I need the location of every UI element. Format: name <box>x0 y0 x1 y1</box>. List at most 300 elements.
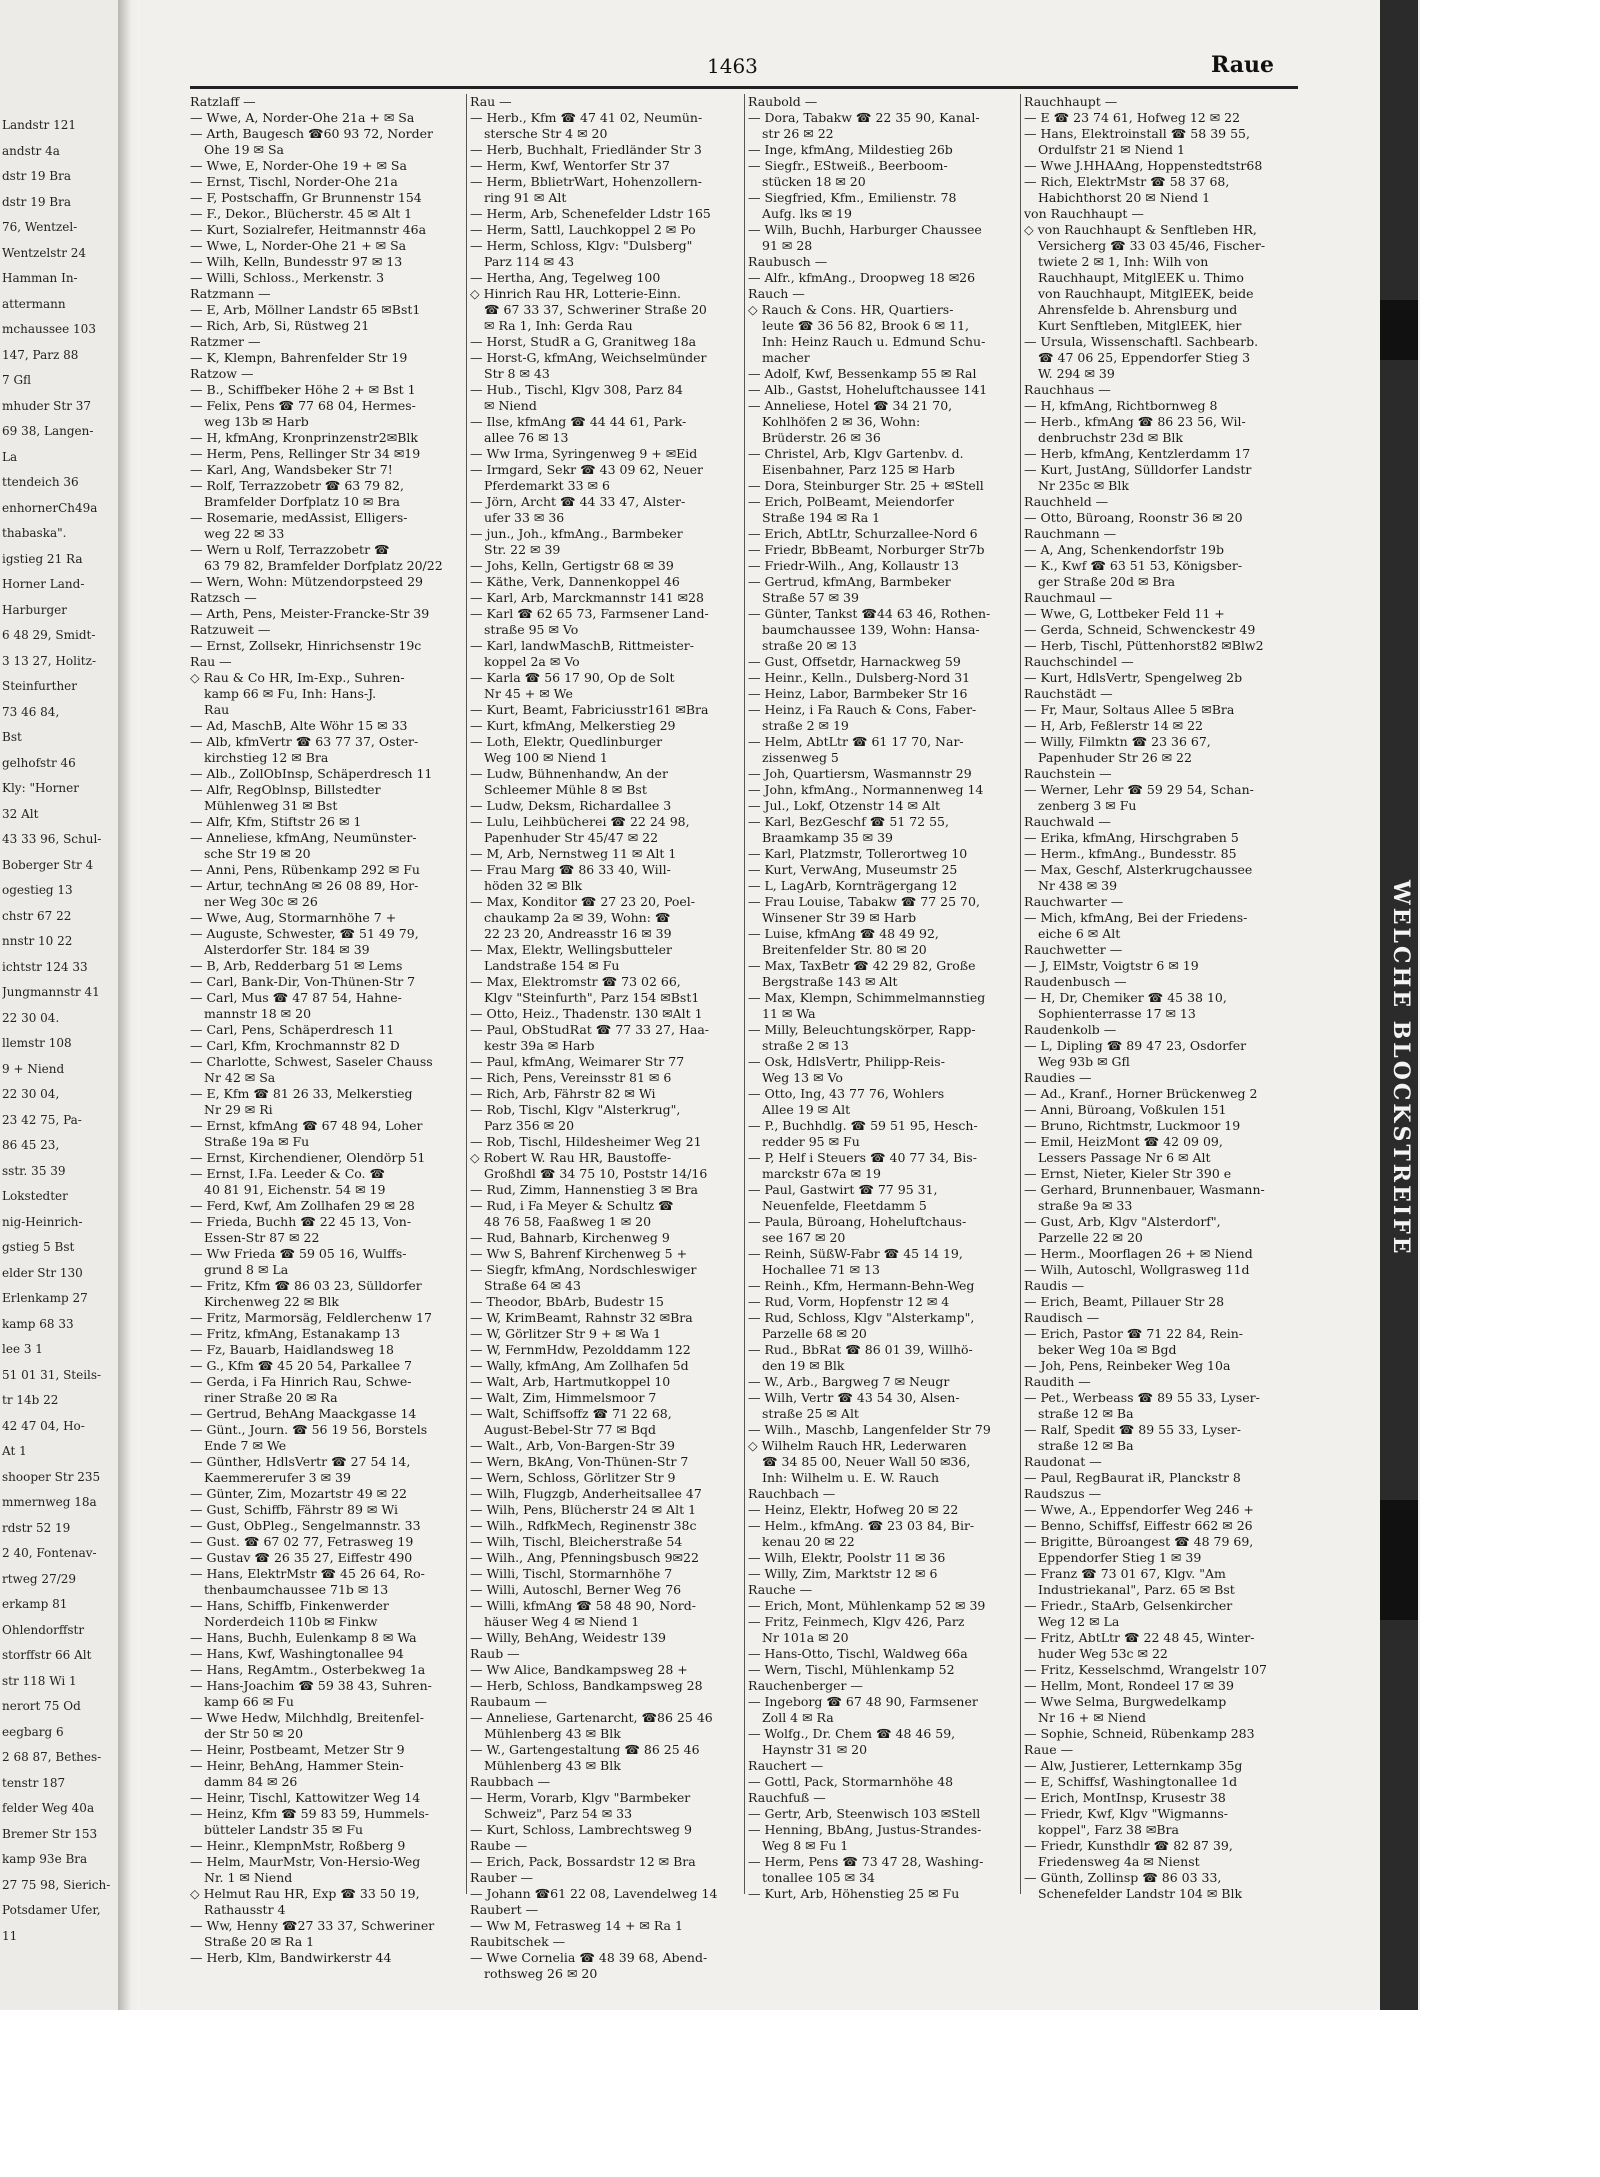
directory-entry: — Wilh., RdfkMech, Reginenstr 38c <box>470 1518 697 1533</box>
directory-entry: — Karl, landwMaschB, Rittmeister- <box>470 638 694 653</box>
directory-entry: — Gust, Arb, Klgv "Alsterdorf", <box>1024 1214 1221 1229</box>
directory-entry: — Ernst, kfmAng ☎ 67 48 94, Loher <box>190 1118 423 1133</box>
directory-entry: — Rich, ElektrMstr ☎ 58 37 68, <box>1024 174 1230 189</box>
directory-entry: weg 22 ✉ 33 <box>204 526 285 541</box>
directory-entry: Weg 100 ✉ Niend 1 <box>484 750 608 765</box>
directory-entry: — W, FernmHdw, Pezolddamm 122 <box>470 1342 691 1357</box>
directory-entry: — Max, Elektromstr ☎ 73 02 66, <box>470 974 681 989</box>
surname-heading: Rauchhaus — <box>1024 382 1111 397</box>
directory-entry: — Erich, Beamt, Pillauer Str 28 <box>1024 1294 1225 1309</box>
directory-entry: — Helm, AbtLtr ☎ 61 17 70, Nar- <box>748 734 964 749</box>
margin-fragment: llemstr 108 <box>2 1036 72 1050</box>
directory-entry: — Wilh., Maschb, Langenfelder Str 79 <box>748 1422 991 1437</box>
directory-entry: Kurt Senftleben, MitglEEK, hier <box>1038 318 1242 333</box>
directory-entry: — Anni, Büroang, Voßkulen 151 <box>1024 1102 1227 1117</box>
directory-entry: allee 76 ✉ 13 <box>484 430 569 445</box>
directory-entry: Mühlenberg 43 ✉ Blk <box>484 1726 621 1741</box>
column-2 <box>470 94 738 1982</box>
directory-entry: — Ww Frieda ☎ 59 05 16, Wulffs- <box>190 1246 407 1261</box>
directory-entry: — Herm, Pens, Rellinger Str 34 ✉19 <box>190 446 421 461</box>
directory-entry: — K, Klempn, Bahrenfelder Str 19 <box>190 350 408 365</box>
directory-entry: — Heinz, Kfm ☎ 59 83 59, Hummels- <box>190 1806 429 1821</box>
margin-fragment: 9 + Niend <box>2 1061 65 1076</box>
directory-entry: kenau 20 ✉ 22 <box>762 1534 855 1549</box>
directory-entry: — Henning, BbAng, Justus-Strandes- <box>748 1822 982 1837</box>
directory-entry: — Wwe Cornelia ☎ 48 39 68, Abend- <box>470 1950 708 1965</box>
directory-entry: — F, Postschaffn, Gr Brunnenstr 154 <box>190 190 422 205</box>
margin-fragment: mmernweg 18a <box>2 1495 97 1509</box>
directory-entry: ◇ von Rauchhaupt & Senftleben HR, <box>1024 222 1257 237</box>
directory-entry: — Käthe, Verk, Dannenkoppel 46 <box>470 574 680 589</box>
directory-entry: — Herm, BblietrWart, Hohenzollern- <box>470 174 702 189</box>
directory-entry: 40 81 91, Eichenstr. 54 ✉ 19 <box>204 1182 386 1197</box>
directory-entry: Kirchenweg 22 ✉ Blk <box>204 1294 339 1309</box>
margin-fragment: Potsdamer Ufer, <box>2 1903 101 1917</box>
directory-entry: — Paul, ObStudRat ☎ 77 33 27, Haa- <box>470 1022 709 1037</box>
directory-entry: — Herb, Buchhalt, Friedländer Str 3 <box>470 142 702 157</box>
margin-fragment: 2 40, Fontenav- <box>2 1546 97 1560</box>
margin-fragment: 76, Wentzel- <box>2 220 78 234</box>
surname-heading: Rauch — <box>748 286 805 301</box>
directory-entry: ger Straße 20d ✉ Bra <box>1038 574 1176 589</box>
directory-entry: — Willi, Autoschl, Berner Weg 76 <box>470 1582 682 1597</box>
directory-entry: — Karl ☎ 62 65 73, Farmsener Land- <box>470 606 709 621</box>
directory-entry: eiche 6 ✉ Alt <box>1038 926 1121 941</box>
margin-fragment: dstr 19 Bra <box>2 169 72 183</box>
directory-entry: — Helm., kfmAng. ☎ 23 03 84, Bir- <box>748 1518 975 1533</box>
margin-fragment: Hamman In- <box>2 271 78 285</box>
directory-entry: — Gertr, Arb, Steenwisch 103 ✉Stell <box>748 1806 981 1821</box>
directory-entry: — Hans, Buchh, Eulenkamp 8 ✉ Wa <box>190 1630 417 1645</box>
directory-entry: — Ernst, I.Fa. Leeder & Co. ☎ <box>190 1166 386 1181</box>
surname-heading: Raubbach — <box>470 1774 551 1789</box>
directory-entry: — Inge, kfmAng, Mildestieg 26b <box>748 142 953 157</box>
directory-entry: — B, Arb, Redderbarg 51 ✉ Lems <box>190 958 403 973</box>
directory-entry: — Ernst, Zollsekr, Hinrichsenstr 19c <box>190 638 422 653</box>
dark-band <box>1380 1500 1418 1620</box>
directory-entry: — Fritz, kfmAng, Estanakamp 13 <box>190 1326 401 1341</box>
surname-heading: Raube — <box>470 1838 528 1853</box>
directory-entry: — Fr, Maur, Soltaus Allee 5 ✉Bra <box>1024 702 1235 717</box>
margin-fragment: kamp 93e Bra <box>2 1852 88 1866</box>
margin-fragment: kamp 68 33 <box>2 1316 74 1331</box>
surname-heading: Rau — <box>190 654 232 669</box>
directory-entry: — Wilh, Flugzgb, Anderheitsallee 47 <box>470 1486 702 1501</box>
directory-entry: Nr 438 ✉ 39 <box>1038 878 1118 893</box>
directory-entry: Breitenfelder Str. 80 ✉ 20 <box>762 942 927 957</box>
directory-entry: kamp 66 ✉ Fu <box>204 1694 294 1709</box>
directory-entry: Nr 29 ✉ Ri <box>204 1102 273 1117</box>
directory-entry: — W, Görlitzer Str 9 + ✉ Wa 1 <box>470 1326 662 1341</box>
directory-entry: Schenefelder Landstr 104 ✉ Blk <box>1038 1886 1243 1901</box>
directory-entry: — Erich, AbtLtr, Schurzallee-Nord 6 <box>748 526 978 541</box>
directory-entry: — L, LagArb, Kornträgergang 12 <box>748 878 958 893</box>
surname-heading: Rauchenberger — <box>748 1678 863 1693</box>
surname-heading: Rauchstein — <box>1024 766 1112 781</box>
directory-entry: mannstr 18 ✉ 20 <box>204 1006 312 1021</box>
directory-entry: — Brigitte, Büroangest ☎ 48 79 69, <box>1024 1534 1254 1549</box>
directory-entry: — Carl, Bank-Dir, Von-Thünen-Str 7 <box>190 974 416 989</box>
directory-entry: — John, kfmAng., Normannenweg 14 <box>748 782 984 797</box>
directory-entry: thenbaumchaussee 71b ✉ 13 <box>204 1582 389 1597</box>
directory-entry: — Wwe, Aug, Stormarnhöhe 7 + <box>190 910 397 925</box>
surname-heading: Rauchschindel — <box>1024 654 1134 669</box>
directory-entry: — Christel, Arb, Klgv Gartenbv. d. <box>748 446 964 461</box>
margin-fragment: tenstr 187 <box>2 1775 66 1790</box>
directory-entry: koppel 2a ✉ Vo <box>484 654 580 669</box>
directory-entry: den 19 ✉ Blk <box>762 1358 845 1373</box>
margin-fragment: 43 33 96, Schul- <box>2 832 102 846</box>
margin-fragment: Erlenkamp 27 <box>2 1291 88 1305</box>
directory-entry: — Hertha, Ang, Tegelweg 100 <box>470 270 661 285</box>
directory-entry: — Kurt, HdlsVertr, Spengelweg 2b <box>1024 670 1243 685</box>
directory-entry: Lessers Passage Nr 6 ✉ Alt <box>1038 1150 1211 1165</box>
directory-entry: — Herb, Schloss, Bandkampsweg 28 <box>470 1678 703 1693</box>
surname-heading: Raudenbusch — <box>1024 974 1127 989</box>
directory-entry: 91 ✉ 28 <box>762 238 813 253</box>
directory-entry: — Dora, Steinburger Str. 25 + ✉Stell <box>748 478 984 493</box>
directory-entry: — Bruno, Richtmstr, Luckmoor 19 <box>1024 1118 1241 1133</box>
margin-fragment: ttendeich 36 <box>2 475 79 489</box>
margin-fragment: rtweg 27/29 <box>2 1571 77 1586</box>
directory-entry: — Erich, Mont, Mühlenkamp 52 ✉ 39 <box>748 1598 986 1613</box>
directory-entry: straße 20 ✉ 13 <box>762 638 857 653</box>
directory-entry: — Artur, technAng ✉ 26 08 89, Hor- <box>190 878 419 893</box>
directory-entry: leute ☎ 36 56 82, Brook 6 ✉ 11, <box>762 318 970 333</box>
directory-entry: Straße 20 ✉ Ra 1 <box>204 1934 315 1949</box>
directory-entry: — Helm, MaurMstr, Von-Hersio-Weg <box>190 1854 421 1869</box>
directory-entry: — Hellm, Mont, Rondeel 17 ✉ 39 <box>1024 1678 1234 1693</box>
directory-entry: — Max, Elektr, Wellingsbutteler <box>470 942 672 957</box>
directory-entry: — Gustav ☎ 26 35 27, Eiffestr 490 <box>190 1550 413 1565</box>
surname-heading: Raubitschek — <box>470 1934 566 1949</box>
directory-entry: Allee 19 ✉ Alt <box>762 1102 851 1117</box>
directory-entry: — Osk, HdlsVertr, Philipp-Reis- <box>748 1054 945 1069</box>
directory-entry: — Gertrud, kfmAng, Barmbeker <box>748 574 951 589</box>
surname-heading: Raudies — <box>1024 1070 1092 1085</box>
directory-entry: — Anni, Pens, Rübenkamp 292 ✉ Fu <box>190 862 420 877</box>
directory-entry: — Max, Konditor ☎ 27 23 20, Poel- <box>470 894 695 909</box>
margin-fragment: Harburger <box>2 602 68 617</box>
margin-fragment: ogestieg 13 <box>2 883 73 897</box>
directory-entry: — Herm, Arb, Schenefelder Ldstr 165 <box>470 206 711 221</box>
directory-entry: Versicherg ☎ 33 03 45/46, Fischer- <box>1038 238 1266 253</box>
directory-entry: Nr 42 ✉ Sa <box>204 1070 276 1085</box>
directory-entry: — Wern, Tischl, Mühlenkamp 52 <box>748 1662 955 1677</box>
directory-entry: — Ursula, Wissenschaftl. Sachbearb. <box>1024 334 1259 349</box>
directory-entry: — Hans, RegAmtm., Osterbekweg 1a <box>190 1662 426 1677</box>
directory-entry: — Otto, Heiz., Thadenstr. 130 ✉Alt 1 <box>470 1006 703 1021</box>
directory-entry: Neuenfelde, Fleetdamm 5 <box>762 1198 927 1213</box>
directory-entry: häuser Weg 4 ✉ Niend 1 <box>484 1614 640 1629</box>
dark-band <box>1380 300 1418 360</box>
surname-heading: Ratzmer — <box>190 334 261 349</box>
directory-entry: — Gust. ☎ 67 02 77, Fetrasweg 19 <box>190 1534 414 1549</box>
directory-entry: — Kurt, VerwAng, Museumstr 25 <box>748 862 958 877</box>
directory-entry: — Gust, ObPleg., Sengelmannstr. 33 <box>190 1518 421 1533</box>
directory-entry: — Heinr., Kelln., Dulsberg-Nord 31 <box>748 670 971 685</box>
directory-entry: Rathausstr 4 <box>204 1902 286 1917</box>
directory-entry: — F., Dekor., Blücherstr. 45 ✉ Alt 1 <box>190 206 413 221</box>
directory-entry: Großhdl ☎ 34 75 10, Poststr 14/16 <box>484 1166 708 1181</box>
directory-entry: Parz 114 ✉ 43 <box>484 254 575 269</box>
directory-entry: — Ludw, Deksm, Richardallee 3 <box>470 798 672 813</box>
directory-entry: — Hans-Joachim ☎ 59 38 43, Suhren- <box>190 1678 432 1693</box>
margin-fragment: gstieg 5 Bst <box>2 1240 75 1254</box>
margin-fragment: Steinfurther <box>2 679 78 693</box>
directory-entry: — W., Arb., Bargweg 7 ✉ Neugr <box>748 1374 950 1389</box>
surname-heading: Rauchstädt — <box>1024 686 1113 701</box>
directory-entry: Rau <box>204 702 230 717</box>
directory-entry: — Wilh, Vertr ☎ 43 54 30, Alsen- <box>748 1390 960 1405</box>
directory-entry: — Hans, Schiffb, Finkenwerder <box>190 1598 389 1613</box>
directory-entry: — Herb., Kfm ☎ 47 41 02, Neumün- <box>470 110 703 125</box>
margin-fragment: mhuder Str 37 <box>2 398 92 413</box>
margin-fragment: Jungmannstr 41 <box>2 985 100 999</box>
directory-entry: — Paul, RegBaurat iR, Planckstr 8 <box>1024 1470 1241 1485</box>
directory-entry: — Herm, Vorarb, Klgv "Barmbeker <box>470 1790 691 1805</box>
directory-entry: — Kurt, Schloss, Lambrechtsweg 9 <box>470 1822 692 1837</box>
directory-entry: — Joh, Quartiersm, Wasmannstr 29 <box>748 766 972 781</box>
directory-entry: — Otto, Büroang, Roonstr 36 ✉ 20 <box>1024 510 1243 525</box>
directory-entry: straße 2 ✉ 19 <box>762 718 849 733</box>
directory-entry: ☎ 34 85 00, Neuer Wall 50 ✉36, <box>762 1454 971 1469</box>
directory-entry: 11 ✉ Wa <box>762 1006 816 1021</box>
directory-entry: — Alb., Gastst, Hoheluftchaussee 141 <box>748 382 988 397</box>
margin-fragment: mchaussee 103 <box>2 322 96 336</box>
margin-fragment: str 118 Wi 1 <box>2 1673 77 1688</box>
directory-entry: Eppendorfer Stieg 1 ✉ 39 <box>1038 1550 1202 1565</box>
directory-entry: — Friedr., StaArb, Gelsenkircher <box>1024 1598 1233 1613</box>
directory-entry: 48 76 58, Faaßweg 1 ✉ 20 <box>484 1214 652 1229</box>
directory-entry: höden 32 ✉ Blk <box>484 878 583 893</box>
directory-entry: kirchstieg 12 ✉ Bra <box>204 750 329 765</box>
directory-entry: straße 95 ✉ Vo <box>484 622 579 637</box>
margin-fragment: eegbarg 6 <box>2 1724 64 1739</box>
margin-fragment: La <box>2 449 18 464</box>
directory-entry: Landstraße 154 ✉ Fu <box>484 958 620 973</box>
directory-entry: — Alb, kfmVertr ☎ 63 77 37, Oster- <box>190 734 419 749</box>
directory-entry: — Hans, Elektroinstall ☎ 58 39 55, <box>1024 126 1250 141</box>
directory-entry: — Max, TaxBetr ☎ 42 29 82, Große <box>748 958 976 973</box>
margin-fragment: 7 Gfl <box>2 373 32 387</box>
directory-entry: — Wern u Rolf, Terrazzobetr ☎ <box>190 542 390 557</box>
directory-entry: bütteler Landstr 35 ✉ Fu <box>204 1822 364 1837</box>
margin-fragment: Bremer Str 153 <box>2 1826 98 1841</box>
margin-fragment: elder Str 130 <box>2 1265 83 1280</box>
directory-entry: — Ernst, Tischl, Norder-Ohe 21a <box>190 174 398 189</box>
directory-entry: straße 9a ✉ 33 <box>1038 1198 1133 1213</box>
directory-entry: — Ww Alice, Bandkampsweg 28 + <box>470 1662 688 1677</box>
directory-entry: — Herm, Sattl, Lauchkoppel 2 ✉ Po <box>470 222 696 237</box>
margin-fragment: gelhofstr 46 <box>2 755 76 770</box>
directory-entry: Winsener Str 39 ✉ Harb <box>762 910 917 925</box>
directory-entry: — Wwe, E, Norder-Ohe 19 + ✉ Sa <box>190 158 407 173</box>
directory-entry: W. 294 ✉ 39 <box>1038 366 1115 381</box>
directory-entry: — Ernst, Kirchendiener, Olendörp 51 <box>190 1150 426 1165</box>
margin-fragment: tr 14b 22 <box>2 1393 59 1407</box>
surname-heading: Ratzmann — <box>190 286 271 301</box>
directory-entry: Nr 45 + ✉ We <box>484 686 573 701</box>
directory-entry: straße 12 ✉ Ba <box>1038 1406 1134 1421</box>
directory-entry: Braamkamp 35 ✉ 39 <box>762 830 894 845</box>
directory-entry: kestr 39a ✉ Harb <box>484 1038 595 1053</box>
column-divider <box>1020 94 1021 1894</box>
directory-entry: ☎ 47 06 25, Eppendorfer Stieg 3 <box>1038 350 1251 365</box>
directory-entry: — Wwe Hedw, Milchhdlg, Breitenfel- <box>190 1710 424 1725</box>
directory-entry: — Wwe, A, Norder-Ohe 21a + ✉ Sa <box>190 110 415 125</box>
directory-entry: — Joh, Pens, Reinbeker Weg 10a <box>1024 1358 1231 1373</box>
directory-entry: — Paul, kfmAng, Weimarer Str 77 <box>470 1054 685 1069</box>
margin-fragment: 23 42 75, Pa- <box>2 1112 82 1127</box>
surname-heading: Raudisch — <box>1024 1310 1100 1325</box>
directory-entry: — Wally, kfmAng, Am Zollhafen 5d <box>470 1358 689 1373</box>
margin-fragment: igstieg 21 Ra <box>2 551 83 566</box>
header-rule <box>190 86 1298 89</box>
directory-entry: marckstr 67a ✉ 19 <box>762 1166 881 1181</box>
margin-fragment: erkamp 81 <box>2 1597 68 1611</box>
directory-entry: — Herm, Pens ☎ 73 47 28, Washing- <box>748 1854 984 1869</box>
directory-entry: Parzelle 68 ✉ 20 <box>762 1326 867 1341</box>
directory-entry: — Anneliese, Hotel ☎ 34 21 70, <box>748 398 953 413</box>
directory-entry: Nr 235c ✉ Blk <box>1038 478 1129 493</box>
directory-entry: — Ww, Henny ☎27 33 37, Schweriner <box>190 1918 435 1933</box>
directory-entry: — Rud, Zimm, Hannenstieg 3 ✉ Bra <box>470 1182 698 1197</box>
surname-heading: Rauchwarter — <box>1024 894 1124 909</box>
directory-entry: Papenhuder Str 26 ✉ 22 <box>1038 750 1192 765</box>
directory-entry: — Wilh, Buchh, Harburger Chaussee <box>748 222 982 237</box>
directory-entry: Sophienterrasse 17 ✉ 13 <box>1038 1006 1196 1021</box>
directory-entry: — P., Buchhdlg. ☎ 59 51 95, Hesch- <box>748 1118 978 1133</box>
directory-entry: — Friedr-Wilh., Ang, Kollaustr 13 <box>748 558 959 573</box>
directory-entry: — Willi, kfmAng ☎ 58 48 90, Nord- <box>470 1598 696 1613</box>
margin-fragment: felder Weg 40a <box>2 1801 95 1815</box>
directory-entry: — Wilh, Pens, Blücherstr 24 ✉ Alt 1 <box>470 1502 697 1517</box>
running-head: Raue <box>1211 52 1275 78</box>
directory-entry: — Kurt, Sozialrefer, Heitmannstr 46a <box>190 222 427 237</box>
directory-entry: — Fritz, AbtLtr ☎ 22 48 45, Winter- <box>1024 1630 1255 1645</box>
directory-entry: tonallee 105 ✉ 34 <box>762 1870 876 1885</box>
directory-entry: ufer 33 ✉ 36 <box>484 510 565 525</box>
directory-entry: — W., Gartengestaltung ☎ 86 25 46 <box>470 1742 700 1757</box>
directory-entry: — Emil, HeizMont ☎ 42 09 09, <box>1024 1134 1223 1149</box>
directory-entry: — A, Ang, Schenkendorfstr 19b <box>1024 542 1224 557</box>
directory-entry: — Pet., Werbeass ☎ 89 55 33, Lyser- <box>1024 1390 1260 1405</box>
directory-entry: — Erika, kfmAng, Hirschgraben 5 <box>1024 830 1239 845</box>
directory-entry: von Rauchhaupt, MitglEEK, beide <box>1038 286 1254 301</box>
previous-page-margin <box>0 0 119 2010</box>
directory-entry: — Gust, Schiffb, Fährstr 89 ✉ Wi <box>190 1502 398 1517</box>
margin-fragment: 32 Alt <box>2 806 39 821</box>
directory-entry: — Herm, Schloss, Klgv: "Dulsberg" <box>470 238 693 253</box>
surname-heading: Ratzlaff — <box>190 94 256 109</box>
directory-entry: — Alb., ZollObInsp, Schäperdresch 11 <box>190 766 433 781</box>
margin-fragment: Boberger Str 4 <box>2 857 94 872</box>
directory-entry: — Rich, Arb, Fährstr 82 ✉ Wi <box>470 1086 656 1101</box>
directory-entry: Schweiz", Parz 54 ✉ 33 <box>484 1806 633 1821</box>
directory-entry: — Herb, kfmAng, Kentzlerdamm 17 <box>1024 446 1251 461</box>
directory-entry: — J, ElMstr, Voigtstr 6 ✉ 19 <box>1024 958 1199 973</box>
directory-entry: ◇ Helmut Rau HR, Exp ☎ 33 50 19, <box>190 1886 420 1901</box>
directory-entry: — Walt., Arb, Von-Bargen-Str 39 <box>470 1438 675 1453</box>
margin-fragment: shooper Str 235 <box>2 1469 101 1484</box>
directory-entry: Weg 8 ✉ Fu 1 <box>762 1838 849 1853</box>
directory-entry: — Heinr, Postbeamt, Metzer Str 9 <box>190 1742 405 1757</box>
margin-fragment: chstr 67 22 <box>2 908 72 923</box>
directory-entry: Eisenbahner, Parz 125 ✉ Harb <box>762 462 955 477</box>
directory-entry: — H, Dr, Chemiker ☎ 45 38 10, <box>1024 990 1227 1005</box>
directory-entry: — Herb., kfmAng ☎ 86 23 56, Wil- <box>1024 414 1246 429</box>
margin-fragment: lee 3 1 <box>2 1342 43 1356</box>
directory-entry: kamp 66 ✉ Fu, Inh: Hans-J. <box>204 686 377 701</box>
directory-entry: sche Str 19 ✉ 20 <box>204 846 311 861</box>
directory-entry: — Herb, Tischl, Püttenhorst82 ✉Blw2 <box>1024 638 1264 653</box>
directory-entry: huder Weg 53c ✉ 22 <box>1038 1646 1168 1661</box>
directory-entry: — Herb, Klm, Bandwirkerstr 44 <box>190 1950 392 1965</box>
directory-entry: — Gottl, Pack, Stormarnhöhe 48 <box>748 1774 954 1789</box>
directory-entry: — Ww S, Bahrenf Kirchenweg 5 + <box>470 1246 688 1261</box>
column-1 <box>190 94 458 1966</box>
directory-entry: — Hub., Tischl, Klgv 308, Parz 84 <box>470 382 684 397</box>
directory-entry: — Carl, Mus ☎ 47 87 54, Hahne- <box>190 990 402 1005</box>
directory-entry: — Sophie, Schneid, Rübenkamp 283 <box>1024 1726 1255 1741</box>
directory-entry: Ende 7 ✉ We <box>204 1438 287 1453</box>
directory-entry: — Rud, Bahnarb, Kirchenweg 9 <box>470 1230 670 1245</box>
directory-entry: ◇ Robert W. Rau HR, Baustoffe- <box>470 1150 672 1165</box>
directory-entry: Mühlenberg 43 ✉ Blk <box>484 1758 621 1773</box>
directory-entry: Hochallee 71 ✉ 13 <box>762 1262 880 1277</box>
directory-entry: — Werner, Lehr ☎ 59 29 54, Schan- <box>1024 782 1254 797</box>
directory-entry: — Anneliese, Gartenarcht, ☎86 25 46 <box>470 1710 713 1725</box>
directory-entry: — Karla ☎ 56 17 90, Op de Solt <box>470 670 675 685</box>
directory-entry: — B., Schiffbeker Höhe 2 + ✉ Bst 1 <box>190 382 416 397</box>
margin-fragment: ichtstr 124 33 <box>2 959 88 974</box>
directory-entry: Ordulfstr 21 ✉ Niend 1 <box>1038 142 1185 157</box>
margin-fragment: 51 01 31, Steils- <box>2 1367 102 1382</box>
directory-entry: grund 8 ✉ La <box>204 1262 289 1277</box>
directory-entry: — Heinz, Elektr, Hofweg 20 ✉ 22 <box>748 1502 959 1517</box>
directory-entry: riner Straße 20 ✉ Ra <box>204 1390 338 1405</box>
directory-entry: — Wwe J.HHAAng, Hoppenstedtstr68 <box>1024 158 1263 173</box>
directory-entry: ner Weg 30c ✉ 26 <box>204 894 318 909</box>
column-4 <box>1024 94 1292 1902</box>
directory-entry: — Ww M, Fetrasweg 14 + ✉ Ra 1 <box>470 1918 683 1933</box>
surname-heading: Raubert — <box>470 1902 539 1917</box>
directory-entry: — Fritz, Marmorsäg, Feldlerchenw 17 <box>190 1310 432 1325</box>
directory-entry: — W, KrimBeamt, Rahnstr 32 ✉Bra <box>470 1310 693 1325</box>
directory-entry: — Karl, BezGeschf ☎ 51 72 55, <box>748 814 949 829</box>
directory-entry: ◇ Rauch & Cons. HR, Quartiers- <box>748 302 954 317</box>
directory-entry: Zoll 4 ✉ Ra <box>762 1710 834 1725</box>
directory-entry: — H, kfmAng, Kronprinzenstr2✉Blk <box>190 430 418 445</box>
directory-entry: — Wilh, Elektr, Poolstr 11 ✉ 36 <box>748 1550 946 1565</box>
directory-entry: — Friedr, Kwf, Klgv "Wigmanns- <box>1024 1806 1229 1821</box>
margin-fragment: enhornerCh49a <box>2 500 98 515</box>
directory-entry: — Alw, Justierer, Letternkamp 35g <box>1024 1758 1243 1773</box>
directory-entry: ◇ Hinrich Rau HR, Lotterie-Einn. <box>470 286 682 301</box>
directory-entry: — Gust, Offsetdr, Harnackweg 59 <box>748 654 961 669</box>
directory-entry: Straße 57 ✉ 39 <box>762 590 859 605</box>
margin-fragment: storffstr 66 Alt <box>2 1648 92 1662</box>
directory-entry: — Paula, Büroang, Hoheluftchaus- <box>748 1214 967 1229</box>
margin-fragment: 27 75 98, Sierich- <box>2 1877 111 1892</box>
directory-entry: — Günth, Zollinsp ☎ 86 03 33, <box>1024 1870 1222 1885</box>
directory-entry: — Walt, Schiffsoffz ☎ 71 22 68, <box>470 1406 672 1421</box>
directory-entry: — Mich, kfmAng, Bei der Friedens- <box>1024 910 1248 925</box>
directory-entry: — Rud, Vorm, Hopfenstr 12 ✉ 4 <box>748 1294 950 1309</box>
surname-heading: Rauchheld — <box>1024 494 1109 509</box>
margin-fragment: 69 38, Langen- <box>2 424 94 438</box>
